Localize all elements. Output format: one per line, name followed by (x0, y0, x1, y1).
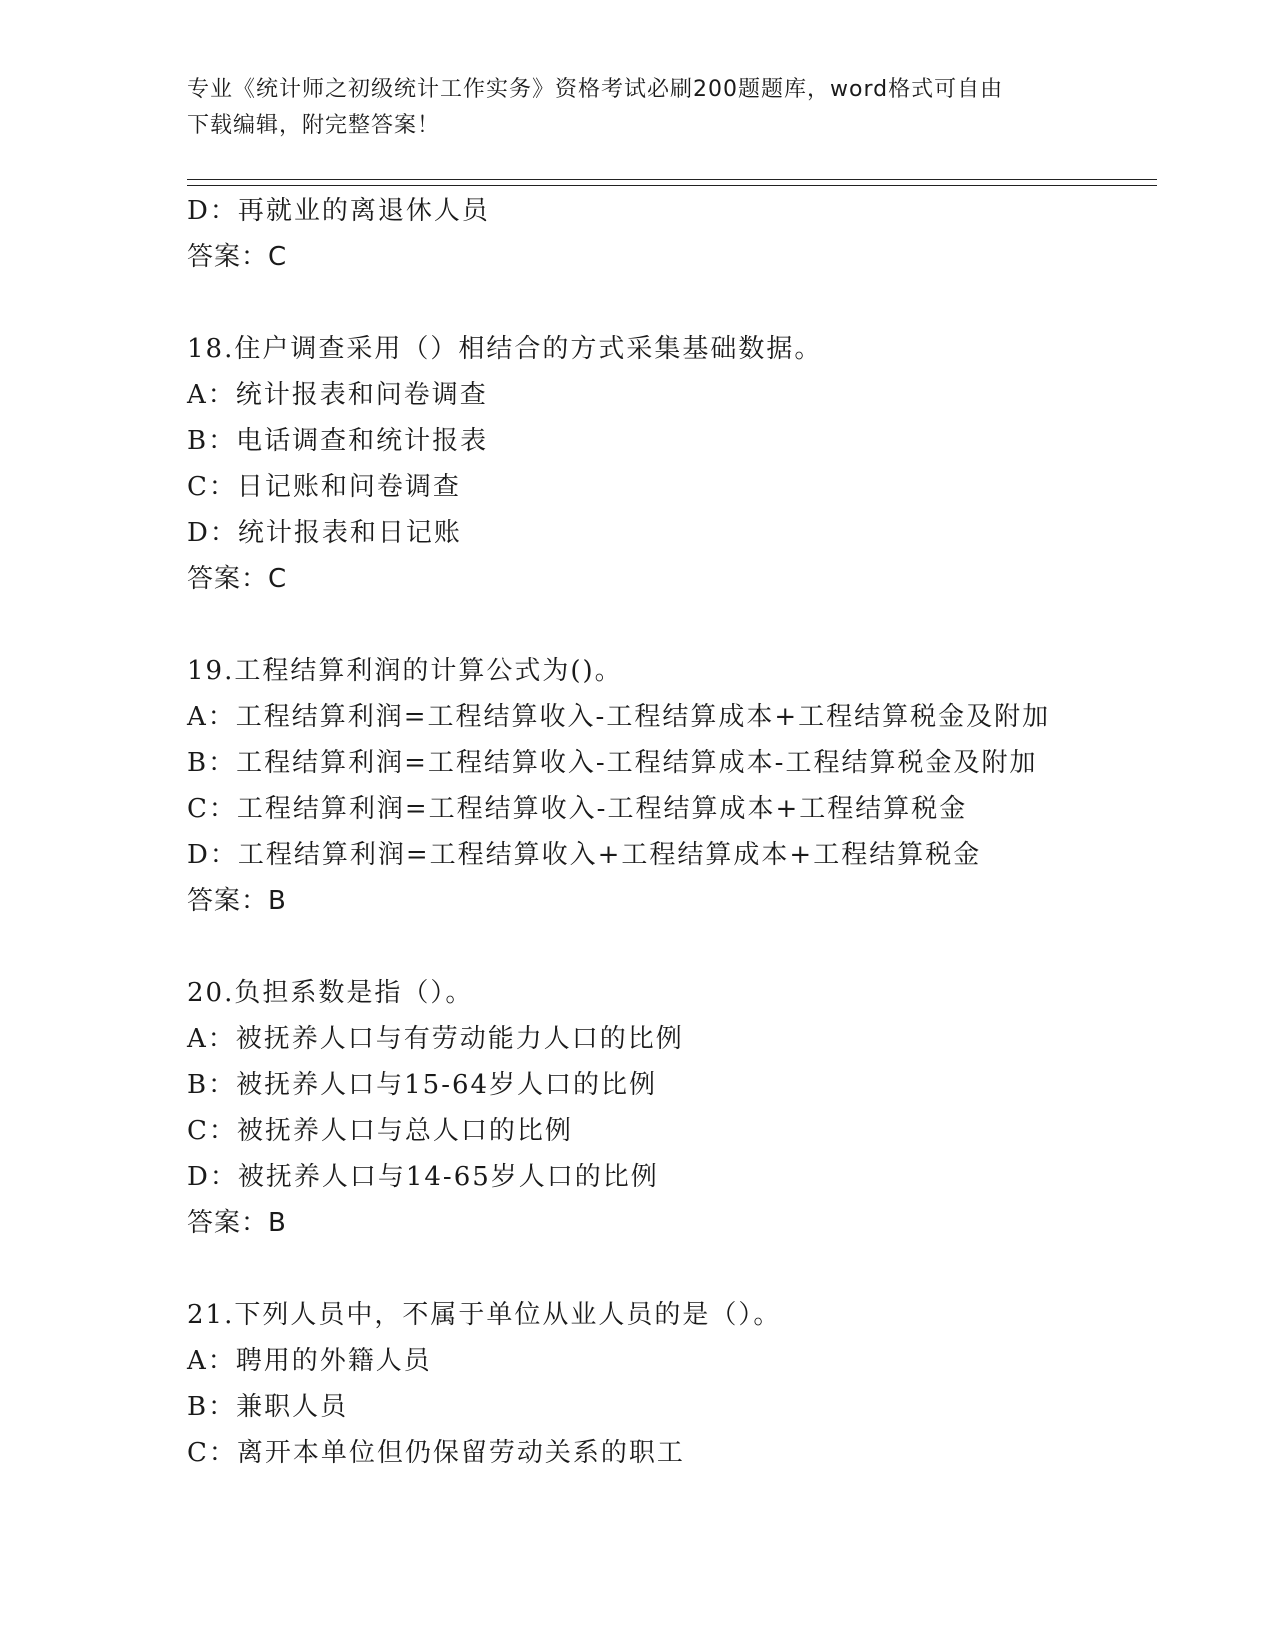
option-c: C：日记账和问卷调查 (187, 472, 461, 502)
spacer (187, 280, 1167, 326)
option-b: B：工程结算利润=工程结算收入-工程结算成本-工程结算税金及附加 (187, 748, 1038, 778)
answer-line: 答案：B (187, 886, 287, 916)
header-rule-bottom (187, 185, 1157, 186)
answer-line: 答案：C (187, 242, 288, 272)
option-c: C：离开本单位但仍保留劳动关系的职工 (187, 1438, 685, 1468)
answer-line: 答案：C (187, 564, 288, 594)
option-d: D：工程结算利润=工程结算收入+工程结算成本+工程结算税金 (187, 840, 982, 870)
answer-line: 答案：B (187, 1208, 287, 1238)
header-line-1: 专业《统计师之初级统计工作实务》资格考试必刷200题题库，word格式可自由 (187, 77, 1004, 102)
question-18 (187, 326, 1167, 602)
option-b: B：被抚养人口与15-64岁人口的比例 (187, 1070, 658, 1100)
question-stem: 20.负担系数是指（）。 (187, 978, 474, 1008)
question-21 (187, 1292, 1167, 1476)
option-d: D：统计报表和日记账 (187, 518, 462, 548)
question-list (187, 188, 1167, 1476)
spacer (187, 924, 1167, 970)
option-a: A：工程结算利润=工程结算收入-工程结算成本+工程结算税金及附加 (187, 702, 1051, 732)
option-a: A：统计报表和问卷调查 (187, 380, 488, 410)
question-stem: 19.工程结算利润的计算公式为()。 (187, 656, 623, 686)
spacer (187, 1246, 1167, 1292)
question-stem: 18.住户调查采用（）相结合的方式采集基础数据。 (187, 334, 823, 364)
spacer (187, 602, 1167, 648)
header-line-2: 下载编辑，附完整答案！ (187, 113, 441, 138)
question-19 (187, 648, 1167, 924)
option-c: C：被抚养人口与总人口的比例 (187, 1116, 573, 1146)
option-c: C：工程结算利润=工程结算收入-工程结算成本+工程结算税金 (187, 794, 968, 824)
option-a: A：被抚养人口与有劳动能力人口的比例 (187, 1024, 684, 1054)
question-stem: 21.下列人员中，不属于单位从业人员的是（）。 (187, 1300, 782, 1330)
option-a: A：聘用的外籍人员 (187, 1346, 432, 1376)
option-b: B：电话调查和统计报表 (187, 426, 489, 456)
option-d: D：再就业的离退休人员 (187, 196, 490, 226)
option-b: B：兼职人员 (187, 1392, 349, 1422)
option-d: D：被抚养人口与14-65岁人口的比例 (187, 1162, 659, 1192)
header-rule-top (187, 179, 1157, 180)
document-header (187, 72, 1087, 144)
question-20 (187, 970, 1167, 1246)
